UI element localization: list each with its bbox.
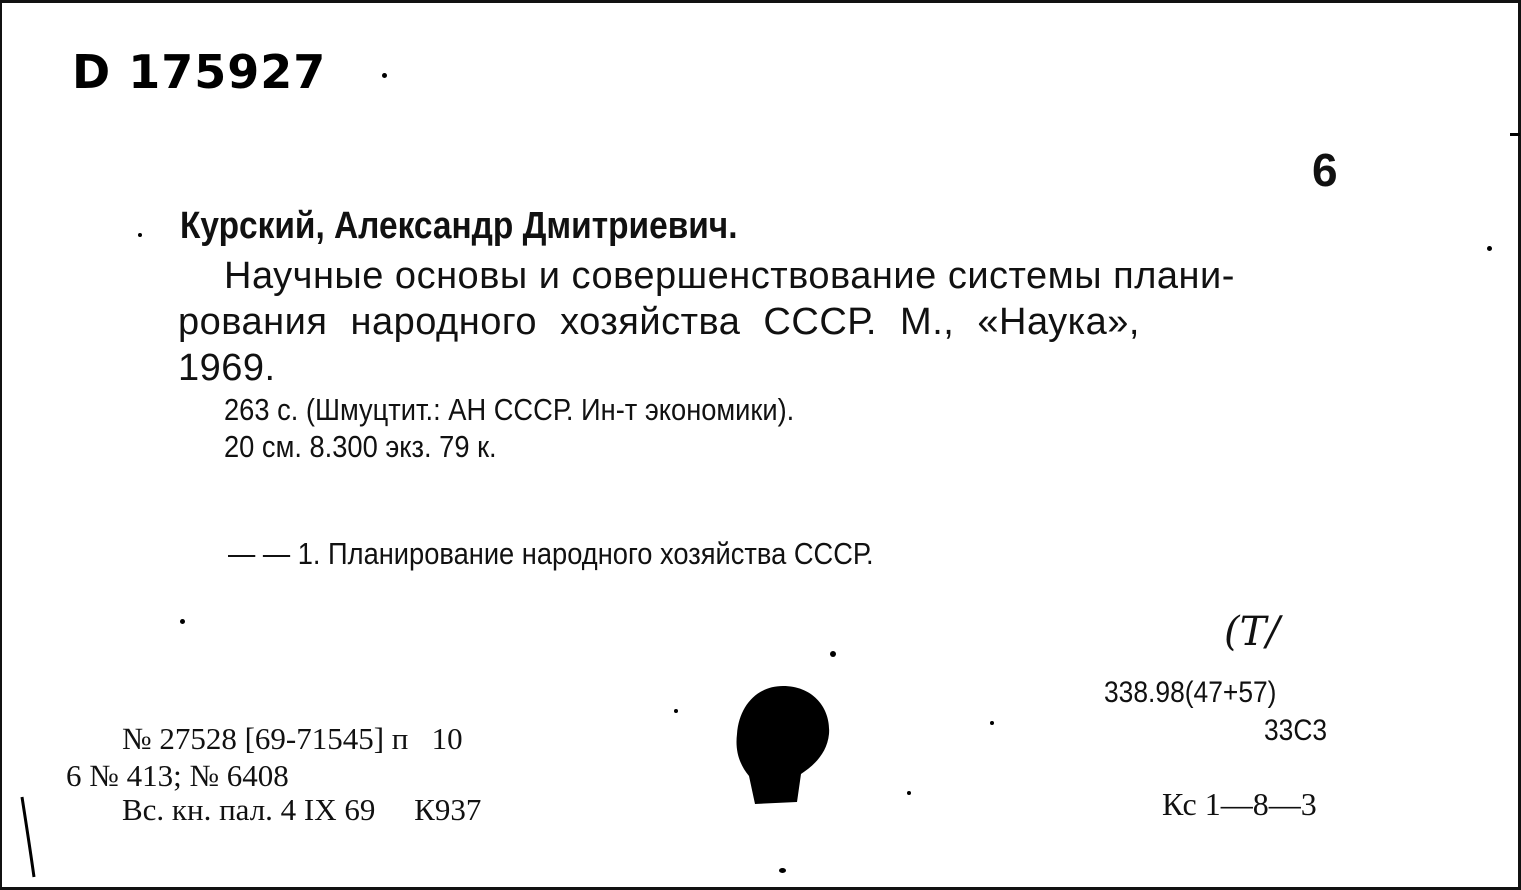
print-line: Вс. кн. пал. 4 IX 69 К937 <box>122 792 482 827</box>
subject-heading-text: — — 1. Планирование народного хозяйства СССР. <box>228 536 874 571</box>
speck <box>830 651 836 657</box>
speck <box>674 709 678 713</box>
title-line-1: Научные основы и совершенствование системы плани- <box>224 255 1235 297</box>
title-line-2-text: рования народного хозяйства СССР. М., «Наука», <box>178 301 1140 343</box>
author-heading-text: Курский, Александр Дмитриевич. <box>180 205 738 247</box>
handwritten-mark: (Т/ <box>1224 609 1280 655</box>
speck <box>1487 246 1492 251</box>
author-heading <box>180 205 814 248</box>
speck <box>779 868 786 873</box>
speck <box>990 721 994 725</box>
speck <box>382 73 387 78</box>
description-line-1 <box>224 392 872 428</box>
corner-number: 6 <box>1312 144 1338 196</box>
description-line-1-text: 263 с. (Шмуцтит.: АН СССР. Ин-т экономики). <box>224 392 795 427</box>
subject-heading <box>228 536 962 572</box>
order-line-2: 6 № 413; № 6408 <box>66 758 289 793</box>
classification-code-text: 338.98(47+57) <box>1104 676 1277 709</box>
price-code: Кс 1—8—3 <box>1162 786 1317 822</box>
author-mark-text: 33С3 <box>1264 714 1328 747</box>
description-line-2-text: 20 см. 8.300 экз. 79 к. <box>224 429 497 464</box>
speck <box>907 791 911 795</box>
description-line-2 <box>224 429 534 465</box>
edge-tick <box>1510 133 1520 136</box>
order-line-1: № 27528 [69-71545] п 10 <box>122 721 463 756</box>
classification-code <box>1104 676 1300 710</box>
edge-mark <box>16 793 46 883</box>
inventory-number-stamp: D 175927 <box>72 45 327 99</box>
speck <box>138 233 142 237</box>
title-line-2 <box>178 301 1140 344</box>
ink-blot <box>735 684 835 809</box>
title-line-3: 1969. <box>178 347 276 389</box>
author-mark <box>1264 714 1336 748</box>
speck <box>180 619 185 624</box>
